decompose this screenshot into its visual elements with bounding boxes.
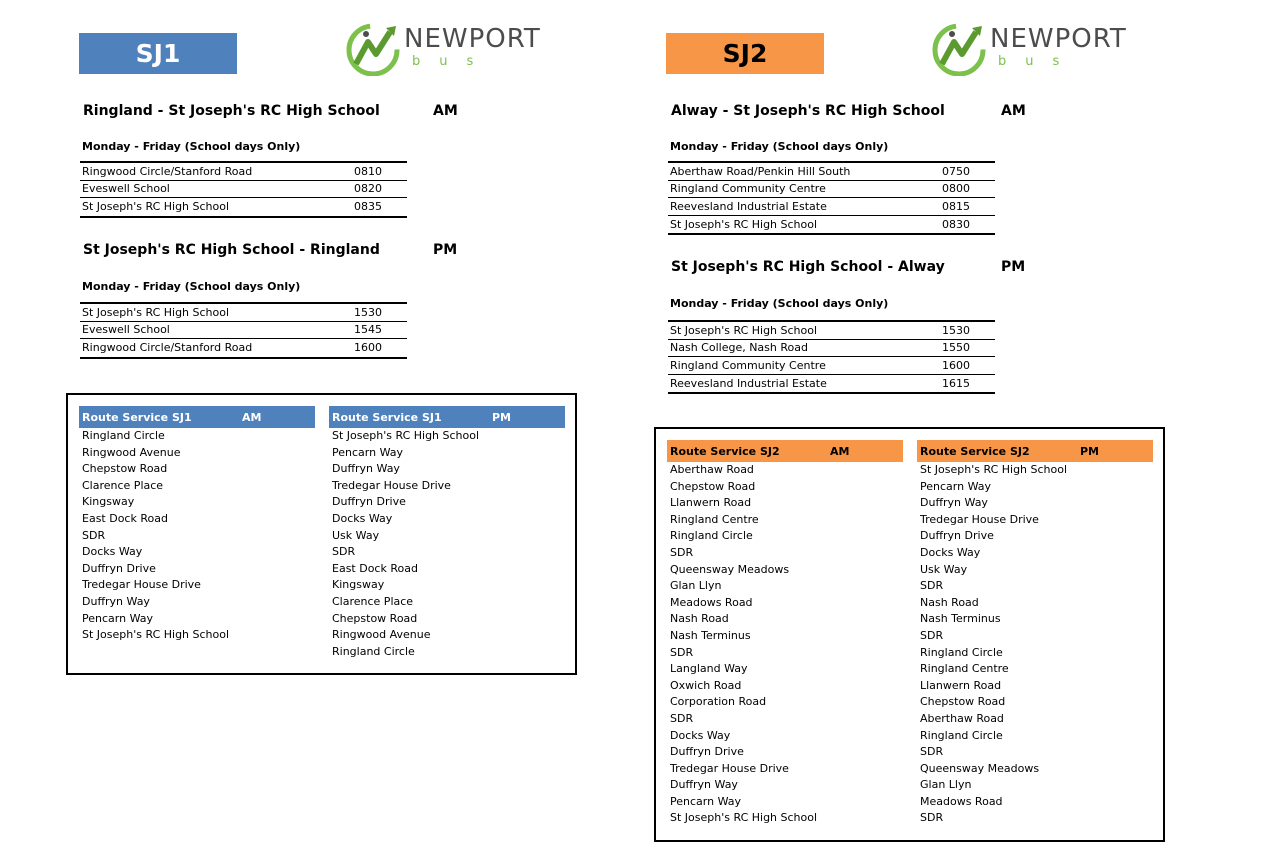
route-stop: Docks Way: [82, 545, 143, 559]
route-stop: Glan Llyn: [920, 778, 972, 792]
timetable-row: [80, 339, 407, 357]
timetable-row: [668, 375, 995, 393]
route-stop: Aberthaw Road: [670, 463, 754, 476]
route-stop: SDR: [670, 645, 694, 659]
route-stop: Duffryn Drive: [920, 529, 994, 543]
route-stop: Meadows Road: [920, 794, 1003, 808]
sj2-pm-days: Monday - Friday (School days Only): [670, 297, 889, 310]
sj1-pm-timetable: [80, 302, 407, 359]
timetable-time: 1550: [942, 341, 970, 355]
newport-bus-swoosh-icon: [928, 20, 990, 76]
route-stop: Clarence Place: [332, 594, 414, 608]
route-stop: Ringland Circle: [82, 429, 165, 442]
route-stop: Duffryn Drive: [82, 561, 156, 575]
route-stop: Duffryn Drive: [670, 745, 744, 759]
route-stop: St Joseph's RC High School: [332, 429, 480, 442]
timetable-stop: Ringland Community Centre: [670, 358, 826, 372]
sj1-pm-period: PM: [433, 242, 458, 258]
route-stop: Usk Way: [332, 528, 380, 542]
route-stop: Meadows Road: [670, 595, 753, 609]
route-stop: Tredegar House Drive: [82, 578, 201, 592]
route-stop: Duffryn Way: [670, 778, 738, 792]
route-stop: Oxwich Road: [670, 678, 742, 692]
timetable-stop: Aberthaw Road/Penkin Hill South: [670, 164, 851, 178]
route-stop: Llanwern Road: [920, 678, 1002, 692]
route-stop: SDR: [332, 545, 356, 559]
sj1-am-period: AM: [433, 103, 458, 119]
timetable-time: 0750: [942, 164, 970, 178]
sj2-route-am-title: Route Service SJ2: [670, 444, 780, 458]
route-stop: Corporation Road: [670, 695, 767, 709]
timetable-time: 1615: [942, 377, 970, 391]
route-stop: Duffryn Way: [920, 496, 988, 510]
sj1-route-pm: [329, 406, 565, 660]
sj2-route-pm: [917, 440, 1153, 827]
sj1-route-pm-header: [329, 406, 565, 428]
sj1-route-pm-list: [329, 428, 565, 660]
timetable-time: 0820: [354, 182, 382, 196]
timetable-time: 1545: [354, 323, 382, 337]
timetable-stop: Ringwood Circle/Stanford Road: [82, 164, 253, 178]
timetable-time: 0810: [354, 164, 382, 178]
timetable-time: 1600: [354, 341, 382, 355]
sj1-route-am-header: [79, 406, 315, 428]
route-stop: St Joseph's RC High School: [670, 811, 818, 825]
sj2-am-timetable: [668, 161, 995, 235]
timetable-time: 0830: [942, 218, 970, 232]
timetable-row: [80, 304, 407, 322]
sj1-route-am-list: [79, 428, 315, 644]
sj2-badge: SJ2: [666, 33, 824, 74]
route-stop: SDR: [920, 579, 944, 593]
sj1-route-am: [79, 406, 315, 644]
route-stop: SDR: [670, 545, 694, 559]
route-stop: St Joseph's RC High School: [82, 628, 230, 642]
timetable-row: [80, 322, 407, 340]
route-stop: Chepstow Road: [82, 462, 168, 476]
sj1-route-am-period: AM: [242, 410, 262, 424]
route-stop: Docks Way: [920, 545, 981, 559]
sj2-route-pm-list: [917, 462, 1153, 827]
sj2-route-am: [667, 440, 903, 827]
timetable-stop: St Joseph's RC High School: [670, 323, 818, 337]
timetable-stop: Nash College, Nash Road: [670, 341, 808, 355]
route-stop: Ringland Centre: [920, 662, 1009, 676]
timetable-time: 1530: [354, 305, 382, 319]
sj2-route-pm-period: PM: [1080, 444, 1100, 458]
route-stop: Ringland Circle: [332, 644, 415, 658]
timetable-stop: St Joseph's RC High School: [82, 200, 230, 214]
route-stop: Chepstow Road: [670, 479, 756, 493]
route-stop: Glan Llyn: [670, 579, 722, 593]
sj2-route-am-list: [667, 462, 903, 827]
route-stop: Duffryn Way: [82, 594, 150, 608]
timetable-stop: Reevesland Industrial Estate: [670, 199, 827, 213]
timetable-stop: St Joseph's RC High School: [670, 218, 818, 232]
route-stop: Pencarn Way: [920, 479, 991, 493]
newport-bus-logo-2: [928, 20, 1160, 78]
sj2-route-pm-header: [917, 440, 1153, 462]
route-stop: East Dock Road: [332, 561, 418, 575]
route-stop: SDR: [920, 628, 944, 642]
sj1-am-days: Monday - Friday (School days Only): [82, 140, 301, 153]
timetable-row: [668, 357, 995, 375]
route-stop: Chepstow Road: [920, 695, 1006, 709]
route-stop: Usk Way: [920, 562, 968, 576]
sj1-pm-title: St Joseph's RC High School - Ringland: [83, 242, 380, 258]
route-stop: East Dock Road: [82, 511, 168, 525]
timetable-time: 0835: [354, 200, 382, 214]
newport-bus-swoosh-icon: [342, 20, 404, 76]
route-stop: Docks Way: [670, 728, 731, 742]
sj2-am-title: Alway - St Joseph's RC High School: [671, 103, 945, 119]
route-stop: Tredegar House Drive: [332, 478, 451, 492]
route-stop: Queensway Meadows: [670, 562, 790, 576]
logo-wordmark: NEWPORT: [990, 24, 1127, 54]
logo-subtitle: bus: [998, 54, 1079, 69]
route-stop: Ringwood Avenue: [332, 628, 431, 642]
route-stop: Nash Road: [670, 612, 729, 626]
route-stop: SDR: [670, 711, 694, 725]
route-stop: Ringland Circle: [670, 529, 753, 543]
sj1-badge: SJ1: [79, 33, 237, 74]
route-stop: Langland Way: [670, 662, 748, 676]
timetable-row: [80, 181, 407, 199]
sj2-pm-title: St Joseph's RC High School - Alway: [671, 259, 945, 275]
sj1-pm-days: Monday - Friday (School days Only): [82, 280, 301, 293]
route-stop: Queensway Meadows: [920, 761, 1040, 775]
route-stop: Aberthaw Road: [920, 711, 1004, 725]
sj1-am-title: Ringland - St Joseph's RC High School: [83, 103, 380, 119]
route-stop: Tredegar House Drive: [920, 512, 1039, 526]
route-stop: Duffryn Drive: [332, 495, 406, 509]
sj2-route-box: [654, 427, 1165, 842]
route-stop: Ringland Circle: [920, 728, 1003, 742]
route-stop: Kingsway: [82, 495, 135, 509]
sj1-route-am-title: Route Service SJ1: [82, 410, 192, 424]
timetable-row: [668, 216, 995, 234]
timetable-stop: Reevesland Industrial Estate: [670, 377, 827, 391]
sj1-route-pm-period: PM: [492, 410, 512, 424]
timetable-stop: Ringwood Circle/Stanford Road: [82, 341, 253, 355]
route-stop: St Joseph's RC High School: [920, 463, 1068, 476]
route-stop: Pencarn Way: [82, 611, 153, 625]
timetable-row: [668, 198, 995, 216]
timetable-row: [668, 322, 995, 340]
timetable-row: [80, 198, 407, 216]
sj2-route-pm-title: Route Service SJ2: [920, 444, 1030, 458]
timetable-time: 1600: [942, 358, 970, 372]
timetable-row: [668, 340, 995, 358]
sj1-am-timetable: [80, 161, 407, 218]
route-stop: Llanwern Road: [670, 496, 752, 510]
timetable-time: 0800: [942, 182, 970, 196]
logo-wordmark: NEWPORT: [404, 24, 541, 54]
newport-bus-logo: [342, 20, 574, 78]
route-stop: Clarence Place: [82, 478, 164, 492]
timetable-row: [668, 163, 995, 181]
timetable-time: 0815: [942, 199, 970, 213]
route-stop: SDR: [920, 811, 944, 825]
timetable-row: [80, 163, 407, 181]
timetable-stop: St Joseph's RC High School: [82, 305, 230, 319]
sj2-am-days: Monday - Friday (School days Only): [670, 140, 889, 153]
route-stop: Chepstow Road: [332, 611, 418, 625]
route-stop: Pencarn Way: [332, 445, 403, 459]
route-stop: Kingsway: [332, 578, 385, 592]
route-stop: Ringwood Avenue: [82, 445, 181, 459]
sj2-am-period: AM: [1001, 103, 1026, 119]
route-stop: Nash Terminus: [920, 612, 1001, 626]
timetable-stop: Eveswell School: [82, 182, 170, 196]
route-stop: Pencarn Way: [670, 794, 741, 808]
route-stop: Ringland Centre: [670, 512, 759, 526]
sj2-pm-period: PM: [1001, 259, 1026, 275]
sj1-route-pm-title: Route Service SJ1: [332, 410, 442, 424]
sj2-route-am-header: [667, 440, 903, 462]
timetable-time: 1530: [942, 323, 970, 337]
sj2-pm-timetable: [668, 320, 995, 394]
route-stop: Duffryn Way: [332, 462, 400, 476]
timetable-row: [668, 181, 995, 199]
timetable-stop: Eveswell School: [82, 323, 170, 337]
route-stop: Nash Road: [920, 595, 979, 609]
route-stop: Nash Terminus: [670, 628, 751, 642]
sj2-route-am-period: AM: [830, 444, 850, 458]
logo-subtitle: bus: [412, 54, 493, 69]
timetable-stop: Ringland Community Centre: [670, 182, 826, 196]
route-stop: Tredegar House Drive: [670, 761, 789, 775]
route-stop: Ringland Circle: [920, 645, 1003, 659]
route-stop: Docks Way: [332, 511, 393, 525]
route-stop: SDR: [920, 745, 944, 759]
sj1-route-box: [66, 393, 577, 675]
route-stop: SDR: [82, 528, 106, 542]
